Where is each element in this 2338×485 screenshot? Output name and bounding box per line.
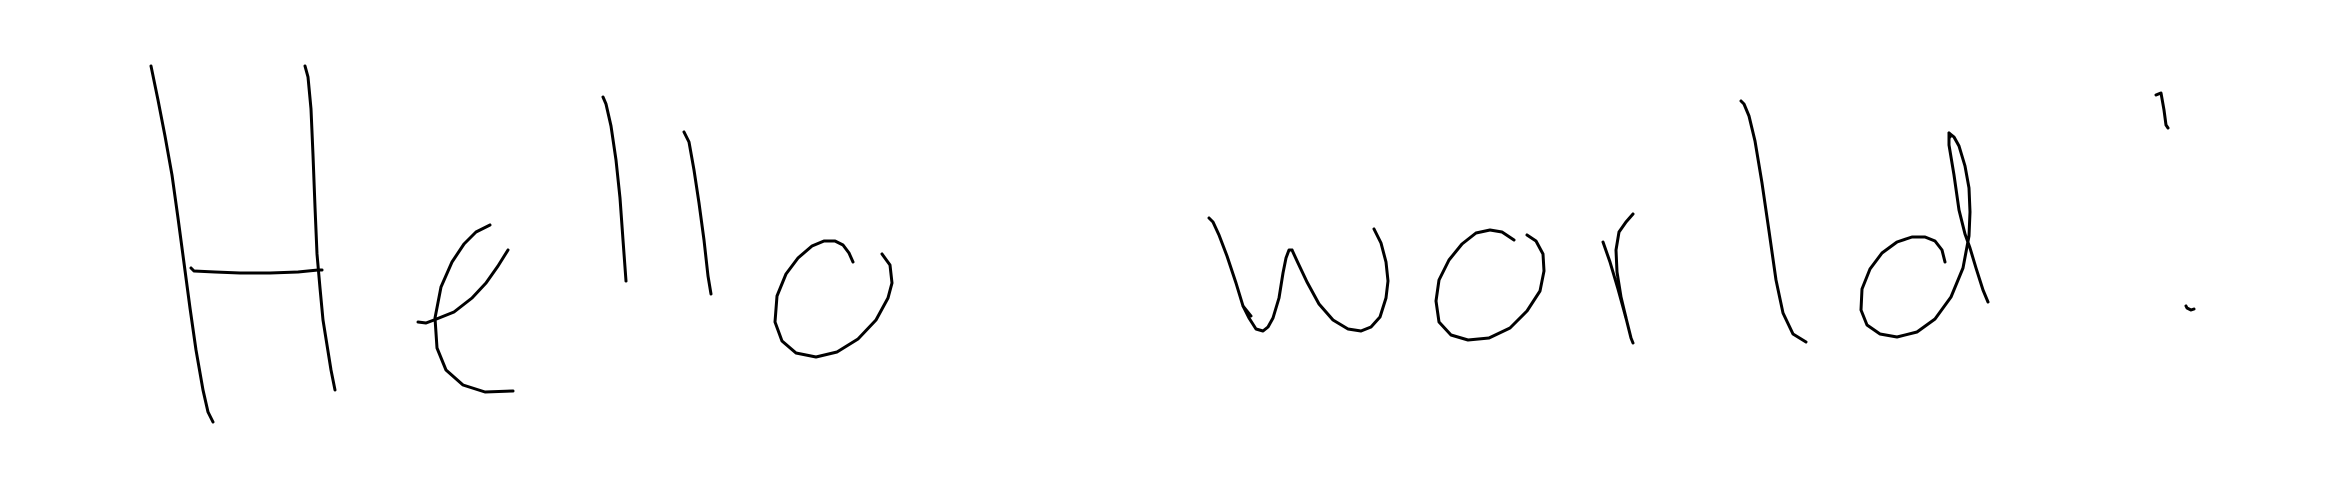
letter-o [1436, 230, 1544, 340]
stroke [435, 225, 513, 392]
stroke [1949, 134, 1950, 137]
stroke [1741, 101, 1806, 342]
stroke [1209, 218, 1251, 316]
stroke [1603, 242, 1633, 343]
stroke [684, 132, 711, 294]
letter-w [1209, 218, 1388, 331]
letter-l [1741, 101, 1806, 342]
letter-o [775, 241, 892, 357]
stroke [305, 66, 335, 390]
stroke [418, 250, 508, 323]
stroke [1616, 214, 1633, 318]
stroke [775, 241, 892, 357]
stroke [191, 268, 322, 273]
stroke [151, 66, 213, 422]
stroke [1861, 133, 1970, 337]
letter-e [418, 225, 513, 392]
stroke [2186, 306, 2194, 310]
stroke [1243, 250, 1292, 331]
stroke [2156, 93, 2168, 128]
stroke [1436, 230, 1544, 340]
stroke [1292, 229, 1388, 331]
letter-H [151, 66, 335, 422]
letter-l [684, 132, 711, 294]
letter-r [1603, 214, 1633, 343]
letter-d [1861, 133, 1988, 337]
letter-exclamation [1949, 93, 2194, 310]
stroke [603, 97, 626, 281]
letter-l [603, 97, 626, 281]
